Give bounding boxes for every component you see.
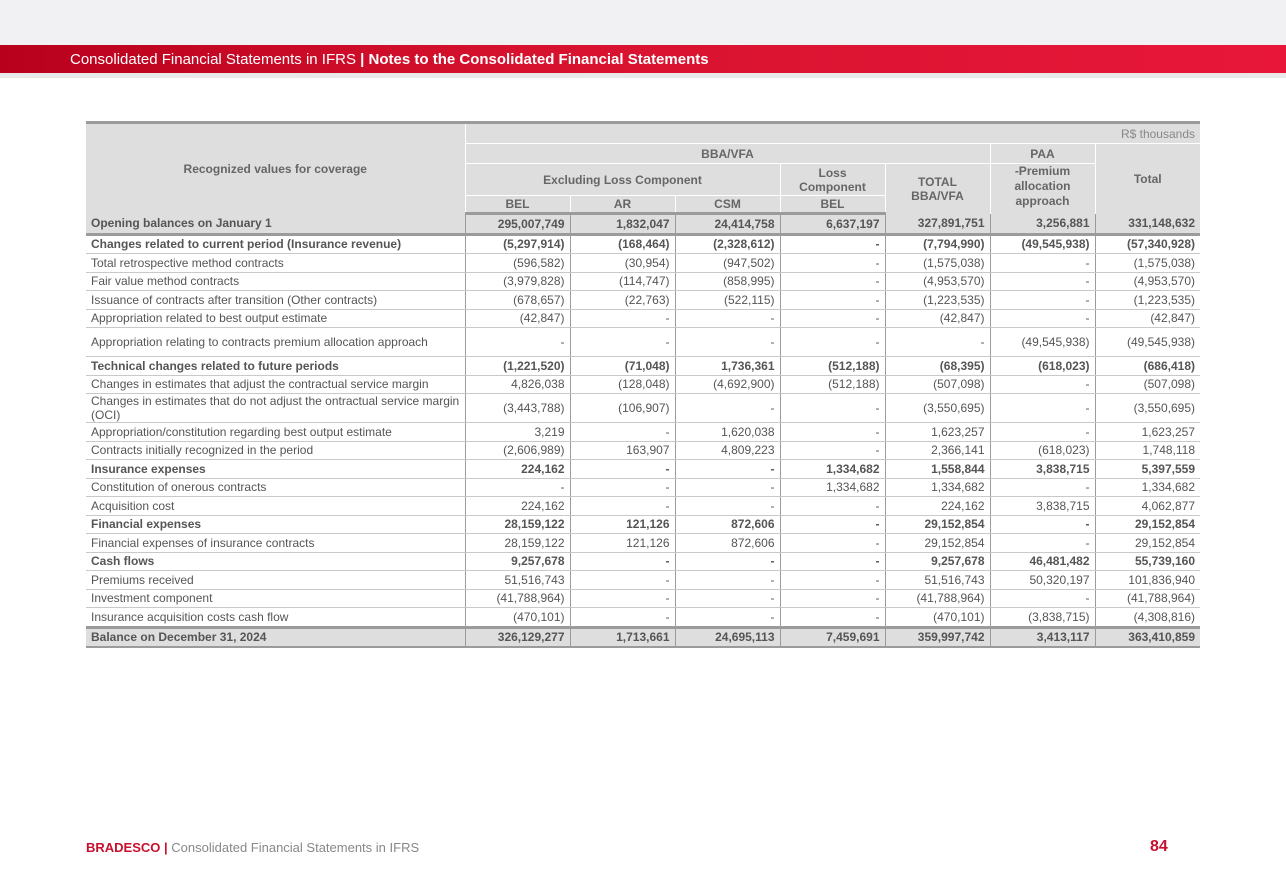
table-row bbox=[86, 478, 1200, 497]
row-label: Balance on December 31, 2024 bbox=[86, 627, 465, 647]
cell-value: 3,838,715 bbox=[990, 460, 1095, 479]
table-row bbox=[86, 608, 1200, 628]
cell-value: 3,219 bbox=[465, 423, 570, 442]
group-paa-header: PAA bbox=[990, 144, 1095, 164]
cell-value: - bbox=[990, 534, 1095, 553]
cell-value: (22,763) bbox=[570, 291, 675, 310]
cell-value: - bbox=[990, 589, 1095, 608]
cell-value: (470,101) bbox=[885, 608, 990, 628]
cell-value: 46,481,482 bbox=[990, 552, 1095, 571]
cell-value: 1,334,682 bbox=[780, 478, 885, 497]
footer-title: Consolidated Financial Statements in IFRS bbox=[171, 840, 420, 855]
cell-value: - bbox=[675, 589, 780, 608]
row-label: Constitution of onerous contracts bbox=[86, 478, 465, 497]
cell-value: (30,954) bbox=[570, 254, 675, 273]
cell-value: 327,891,751 bbox=[885, 214, 990, 235]
cell-value: - bbox=[570, 478, 675, 497]
label-column-header: Recognized values for coverage bbox=[86, 123, 465, 214]
cell-value: - bbox=[675, 478, 780, 497]
table-row bbox=[86, 309, 1200, 328]
table-row bbox=[86, 423, 1200, 442]
cell-value: 55,739,160 bbox=[1095, 552, 1200, 571]
cell-value: (7,794,990) bbox=[885, 234, 990, 254]
cell-value: - bbox=[780, 589, 885, 608]
cell-value: 1,558,844 bbox=[885, 460, 990, 479]
table-row bbox=[86, 441, 1200, 460]
cell-value: (618,023) bbox=[990, 357, 1095, 376]
excluding-loss-header: Excluding Loss Component bbox=[465, 164, 780, 196]
row-label: Appropriation/constitution regarding best output estimate bbox=[86, 423, 465, 442]
cell-value: - bbox=[675, 328, 780, 357]
row-label: Insurance expenses bbox=[86, 460, 465, 479]
cell-value: (168,464) bbox=[570, 234, 675, 254]
cell-value: 1,748,118 bbox=[1095, 441, 1200, 460]
coverage-table bbox=[86, 121, 1200, 648]
row-label: Investment component bbox=[86, 589, 465, 608]
top-margin bbox=[0, 0, 1286, 45]
header-section: Consolidated Financial Statements in IFRS bbox=[70, 51, 356, 68]
cell-value: 3,838,715 bbox=[990, 497, 1095, 516]
cell-value: (106,907) bbox=[570, 394, 675, 423]
cell-value: 121,126 bbox=[570, 515, 675, 534]
cell-value: - bbox=[780, 441, 885, 460]
cell-value: 359,997,742 bbox=[885, 627, 990, 647]
cell-value: - bbox=[465, 478, 570, 497]
row-label: Acquisition cost bbox=[86, 497, 465, 516]
table-row bbox=[86, 214, 1200, 235]
cell-value: - bbox=[780, 571, 885, 590]
cell-value: 1,334,682 bbox=[1095, 478, 1200, 497]
cell-value: (522,115) bbox=[675, 291, 780, 310]
cell-value: (57,340,928) bbox=[1095, 234, 1200, 254]
table-row bbox=[86, 571, 1200, 590]
csm-subheader: CSM bbox=[675, 196, 780, 214]
cell-value: (512,188) bbox=[780, 375, 885, 394]
row-label: Contracts initially recognized in the period bbox=[86, 441, 465, 460]
cell-value: 1,623,257 bbox=[885, 423, 990, 442]
cell-value: - bbox=[675, 394, 780, 423]
cell-value: (3,550,695) bbox=[1095, 394, 1200, 423]
table-row bbox=[86, 328, 1200, 357]
cell-value: - bbox=[465, 328, 570, 357]
cell-value: - bbox=[780, 309, 885, 328]
total-bba-header: TOTAL BBA/VFA bbox=[885, 164, 990, 214]
cell-value: - bbox=[780, 254, 885, 273]
cell-value: 6,637,197 bbox=[780, 214, 885, 235]
cell-value: - bbox=[780, 497, 885, 516]
row-label: Appropriation related to best output estimate bbox=[86, 309, 465, 328]
cell-value: - bbox=[885, 328, 990, 357]
cell-value: - bbox=[675, 552, 780, 571]
cell-value: (858,995) bbox=[675, 272, 780, 291]
cell-value: (42,847) bbox=[1095, 309, 1200, 328]
cell-value: 2,366,141 bbox=[885, 441, 990, 460]
cell-value: (4,953,570) bbox=[885, 272, 990, 291]
cell-value: (4,953,570) bbox=[1095, 272, 1200, 291]
cell-value: (42,847) bbox=[885, 309, 990, 328]
cell-value: 3,256,881 bbox=[990, 214, 1095, 235]
footer-brand: BRADESCO bbox=[86, 840, 161, 855]
cell-value: (678,657) bbox=[465, 291, 570, 310]
cell-value: (3,979,828) bbox=[465, 272, 570, 291]
ar-subheader: AR bbox=[570, 196, 675, 214]
cell-value: (5,297,914) bbox=[465, 234, 570, 254]
row-label: Changes related to current period (Insurance revenue) bbox=[86, 234, 465, 254]
cell-value: 51,516,743 bbox=[885, 571, 990, 590]
cell-value: 1,620,038 bbox=[675, 423, 780, 442]
header-separator: | bbox=[355, 51, 369, 68]
cell-value: (507,098) bbox=[885, 375, 990, 394]
cell-value: 363,410,859 bbox=[1095, 627, 1200, 647]
cell-value: - bbox=[780, 291, 885, 310]
cell-value: 1,334,682 bbox=[780, 460, 885, 479]
cell-value: - bbox=[675, 309, 780, 328]
table-row bbox=[86, 291, 1200, 310]
unit-label: R$ thousands bbox=[465, 123, 1200, 144]
cell-value: - bbox=[990, 254, 1095, 273]
premium-allocation-header: -Premium allocation approach bbox=[990, 164, 1095, 214]
cell-value: - bbox=[675, 571, 780, 590]
cell-value: - bbox=[780, 515, 885, 534]
row-label: Financial expenses of insurance contracts bbox=[86, 534, 465, 553]
cell-value: - bbox=[570, 309, 675, 328]
row-label: Technical changes related to future periods bbox=[86, 357, 465, 376]
header-subsection: Notes to the Consolidated Financial Statements bbox=[368, 51, 709, 68]
cell-value: - bbox=[570, 571, 675, 590]
cell-value: 5,397,559 bbox=[1095, 460, 1200, 479]
cell-value: (1,223,535) bbox=[885, 291, 990, 310]
row-label: Opening balances on January 1 bbox=[86, 214, 465, 235]
cell-value: (114,747) bbox=[570, 272, 675, 291]
cell-value: 29,152,854 bbox=[1095, 515, 1200, 534]
cell-value: - bbox=[990, 375, 1095, 394]
row-label: Issuance of contracts after transition (Other contracts) bbox=[86, 291, 465, 310]
cell-value: 1,713,661 bbox=[570, 627, 675, 647]
cell-value: 24,414,758 bbox=[675, 214, 780, 235]
loss-bel-subheader: BEL bbox=[780, 196, 885, 214]
cell-value: 9,257,678 bbox=[885, 552, 990, 571]
cell-value: 4,826,038 bbox=[465, 375, 570, 394]
cell-value: 1,736,361 bbox=[675, 357, 780, 376]
cell-value: 331,148,632 bbox=[1095, 214, 1200, 235]
cell-value: - bbox=[990, 394, 1095, 423]
cell-value: 28,159,122 bbox=[465, 534, 570, 553]
table-row bbox=[86, 375, 1200, 394]
cell-value: (42,847) bbox=[465, 309, 570, 328]
cell-value: (1,221,520) bbox=[465, 357, 570, 376]
row-label: Total retrospective method contracts bbox=[86, 254, 465, 273]
row-label: Cash flows bbox=[86, 552, 465, 571]
table-row bbox=[86, 552, 1200, 571]
table-row bbox=[86, 272, 1200, 291]
cell-value: - bbox=[675, 460, 780, 479]
cell-value: 4,062,877 bbox=[1095, 497, 1200, 516]
cell-value: (596,582) bbox=[465, 254, 570, 273]
cell-value: (41,788,964) bbox=[465, 589, 570, 608]
cell-value: (68,395) bbox=[885, 357, 990, 376]
cell-value: 163,907 bbox=[570, 441, 675, 460]
cell-value: 121,126 bbox=[570, 534, 675, 553]
cell-value: - bbox=[675, 608, 780, 628]
row-label: Financial expenses bbox=[86, 515, 465, 534]
cell-value: - bbox=[780, 328, 885, 357]
cell-value: - bbox=[990, 272, 1095, 291]
table-row bbox=[86, 357, 1200, 376]
table-row bbox=[86, 534, 1200, 553]
table-row bbox=[86, 254, 1200, 273]
cell-value: (3,838,715) bbox=[990, 608, 1095, 628]
page-number: 84 bbox=[1150, 838, 1168, 855]
cell-value: - bbox=[570, 608, 675, 628]
cell-value: - bbox=[570, 589, 675, 608]
cell-value: - bbox=[780, 272, 885, 291]
table-row bbox=[86, 460, 1200, 479]
header-title bbox=[70, 51, 709, 68]
cell-value: - bbox=[780, 394, 885, 423]
cell-value: 224,162 bbox=[465, 497, 570, 516]
cell-value: - bbox=[990, 478, 1095, 497]
cell-value: (947,502) bbox=[675, 254, 780, 273]
cell-value: - bbox=[780, 608, 885, 628]
table-row bbox=[86, 234, 1200, 254]
cell-value: (41,788,964) bbox=[885, 589, 990, 608]
cell-value: (1,223,535) bbox=[1095, 291, 1200, 310]
bel-subheader: BEL bbox=[465, 196, 570, 214]
cell-value: 24,695,113 bbox=[675, 627, 780, 647]
group-bba-header: BBA/VFA bbox=[465, 144, 990, 164]
cell-value: 224,162 bbox=[465, 460, 570, 479]
cell-value: 4,809,223 bbox=[675, 441, 780, 460]
cell-value: (1,575,038) bbox=[1095, 254, 1200, 273]
cell-value: 29,152,854 bbox=[885, 515, 990, 534]
cell-value: 326,129,277 bbox=[465, 627, 570, 647]
cell-value: (4,692,900) bbox=[675, 375, 780, 394]
cell-value: - bbox=[990, 309, 1095, 328]
cell-value: 224,162 bbox=[885, 497, 990, 516]
cell-value: (3,550,695) bbox=[885, 394, 990, 423]
row-label: Changes in estimates that do not adjust the ontractual service margin (OCI) bbox=[86, 394, 465, 423]
table-row bbox=[86, 497, 1200, 516]
cell-value: - bbox=[570, 460, 675, 479]
cell-value: (2,606,989) bbox=[465, 441, 570, 460]
row-label: Changes in estimates that adjust the contractual service margin bbox=[86, 375, 465, 394]
cell-value: 872,606 bbox=[675, 534, 780, 553]
cell-value: - bbox=[780, 552, 885, 571]
cell-value: 9,257,678 bbox=[465, 552, 570, 571]
footer-separator: | bbox=[160, 840, 172, 855]
cell-value: - bbox=[675, 497, 780, 516]
cell-value: 29,152,854 bbox=[885, 534, 990, 553]
cell-value: (686,418) bbox=[1095, 357, 1200, 376]
cell-value: 7,459,691 bbox=[780, 627, 885, 647]
cell-value: (128,048) bbox=[570, 375, 675, 394]
cell-value: 1,832,047 bbox=[570, 214, 675, 235]
cell-value: (4,308,816) bbox=[1095, 608, 1200, 628]
footer bbox=[86, 840, 419, 855]
cell-value: - bbox=[990, 423, 1095, 442]
cell-value: - bbox=[990, 515, 1095, 534]
row-label: Insurance acquisition costs cash flow bbox=[86, 608, 465, 628]
cell-value: (71,048) bbox=[570, 357, 675, 376]
cell-value: 51,516,743 bbox=[465, 571, 570, 590]
cell-value: (2,328,612) bbox=[675, 234, 780, 254]
cell-value: 29,152,854 bbox=[1095, 534, 1200, 553]
loss-component-header: Loss Component bbox=[780, 164, 885, 196]
cell-value: 295,007,749 bbox=[465, 214, 570, 235]
cell-value: - bbox=[780, 234, 885, 254]
cell-value: (49,545,938) bbox=[990, 234, 1095, 254]
cell-value: 872,606 bbox=[675, 515, 780, 534]
cell-value: (3,443,788) bbox=[465, 394, 570, 423]
table-row bbox=[86, 627, 1200, 647]
cell-value: (618,023) bbox=[990, 441, 1095, 460]
cell-value: (41,788,964) bbox=[1095, 589, 1200, 608]
cell-value: 3,413,117 bbox=[990, 627, 1095, 647]
table-body bbox=[86, 214, 1200, 648]
cell-value: (507,098) bbox=[1095, 375, 1200, 394]
cell-value: - bbox=[990, 291, 1095, 310]
row-label: Fair value method contracts bbox=[86, 272, 465, 291]
cell-value: - bbox=[780, 534, 885, 553]
cell-value: 28,159,122 bbox=[465, 515, 570, 534]
cell-value: - bbox=[570, 497, 675, 516]
cell-value: (512,188) bbox=[780, 357, 885, 376]
cell-value: - bbox=[570, 328, 675, 357]
table-header bbox=[86, 123, 1200, 214]
cell-value: (470,101) bbox=[465, 608, 570, 628]
cell-value: (1,575,038) bbox=[885, 254, 990, 273]
row-label: Premiums received bbox=[86, 571, 465, 590]
table-row bbox=[86, 394, 1200, 423]
cell-value: 1,334,682 bbox=[885, 478, 990, 497]
cell-value: 101,836,940 bbox=[1095, 571, 1200, 590]
cell-value: - bbox=[780, 423, 885, 442]
cell-value: 1,623,257 bbox=[1095, 423, 1200, 442]
header-band-shadow bbox=[0, 73, 1286, 78]
cell-value: - bbox=[570, 423, 675, 442]
cell-value: (49,545,938) bbox=[990, 328, 1095, 357]
cell-value: (49,545,938) bbox=[1095, 328, 1200, 357]
cell-value: 50,320,197 bbox=[990, 571, 1095, 590]
row-label: Appropriation relating to contracts premium allocation approach bbox=[86, 328, 465, 357]
total-header: Total bbox=[1095, 144, 1200, 214]
table-row bbox=[86, 515, 1200, 534]
table-row bbox=[86, 589, 1200, 608]
cell-value: - bbox=[570, 552, 675, 571]
